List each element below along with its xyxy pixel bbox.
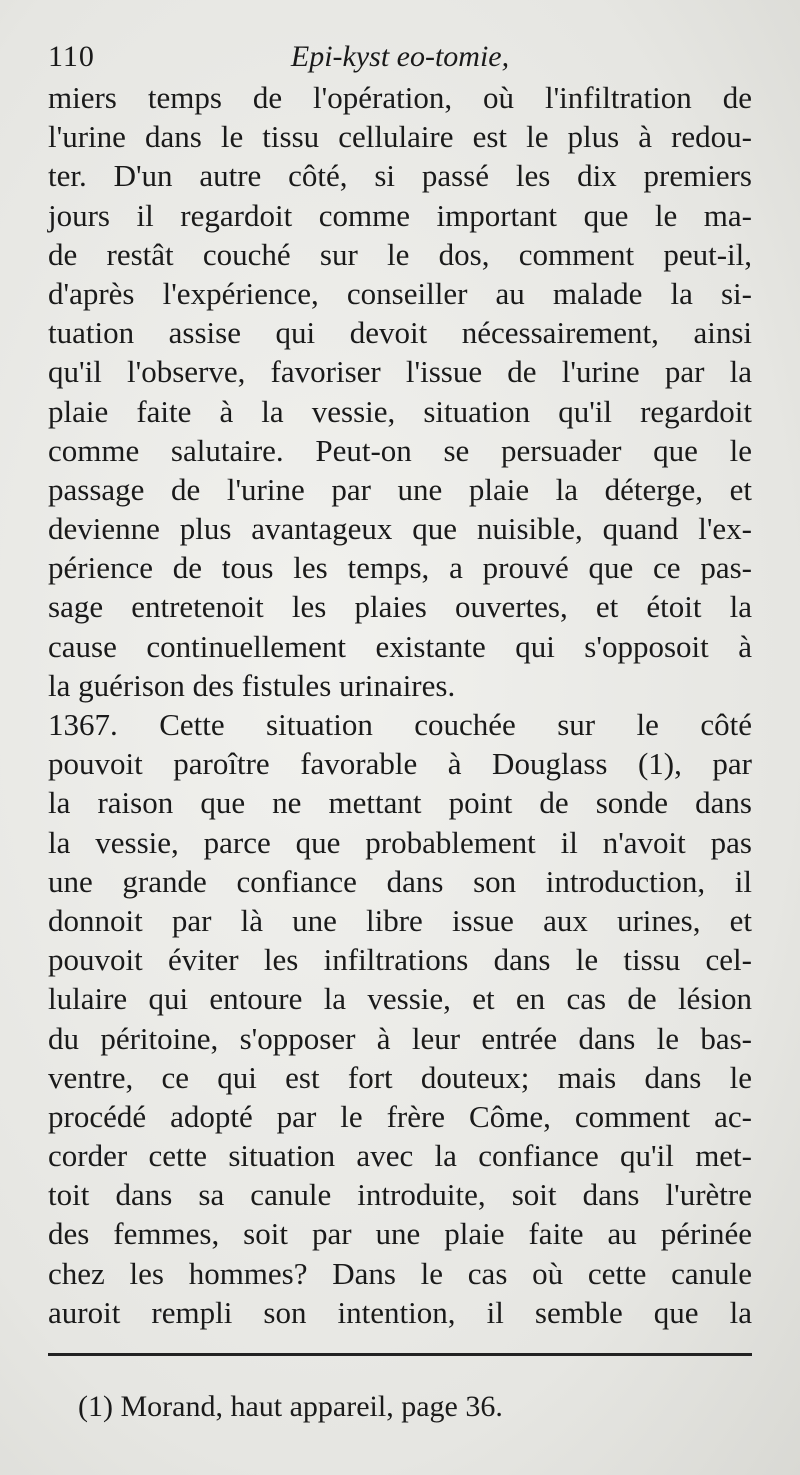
text-line: pouvoit éviter les infiltrations dans le tissu cel- <box>48 942 752 978</box>
text-line: sage entretenoit les plaies ouvertes, et étoit la <box>48 589 752 625</box>
text-line: de restât couché sur le dos, comment peut-il, <box>48 236 752 272</box>
text-line: la raison que ne mettant point de sonde dans <box>48 785 752 821</box>
text-line: procédé adopté par le frère Côme, comment ac- <box>48 1098 752 1134</box>
text-line: d'après l'expérience, conseiller au malade la si- <box>48 275 752 311</box>
text-line: cause continuellement existante qui s'opposoit à <box>48 628 752 664</box>
text-line: plaie faite à la vessie, situation qu'il regardoit <box>48 393 752 429</box>
text-line: auroit rempli son intention, il semble que la <box>48 1294 752 1330</box>
body-text <box>48 78 752 1332</box>
text-line: jours il regardoit comme important que le ma- <box>48 197 752 233</box>
text-line: ter. D'un autre côté, si passé les dix premiers <box>48 158 752 194</box>
text-line: miers temps de l'opération, où l'infiltration de <box>48 80 752 115</box>
text-line: corder cette situation avec la confiance qu'il met- <box>48 1138 752 1174</box>
text-line: toit dans sa canule introduite, soit dans l'urètre <box>48 1177 752 1213</box>
text-line: donnoit par là une libre issue aux urines, et <box>48 902 752 938</box>
text-line: lulaire qui entoure la vessie, et en cas de lésion <box>48 981 752 1017</box>
footnote-rule <box>48 1353 752 1356</box>
text-line: une grande confiance dans son introduction, il <box>48 863 752 899</box>
text-line: qu'il l'observe, favoriser l'issue de l'urine par la <box>48 354 752 390</box>
text-line: la vessie, parce que probablement il n'avoit pas <box>48 824 752 860</box>
text-line: chez les hommes? Dans le cas où cette canule <box>48 1255 752 1291</box>
text-line: devienne plus avantageux que nuisible, quand l'ex- <box>48 511 752 547</box>
text-line: ventre, ce qui est fort douteux; mais dans le <box>48 1059 752 1095</box>
text-line: l'urine dans le tissu cellulaire est le plus à redou- <box>48 119 752 155</box>
text-line: pouvoit paroître favorable à Douglass (1), par <box>48 746 752 782</box>
running-title: Epi-kyst eo-tomie, <box>290 40 510 73</box>
text-line: 1367. Cette situation couchée sur le côté <box>48 707 752 742</box>
text-line: comme salutaire. Peut-on se persuader que le <box>48 432 752 468</box>
page-number: 110 <box>48 40 95 73</box>
text-line: passage de l'urine par une plaie la déterge, et <box>48 471 752 507</box>
text-line: périence de tous les temps, a prouvé que ce pas- <box>48 550 752 586</box>
text-line: tuation assise qui devoit nécessairement, ainsi <box>48 315 752 351</box>
footnote: (1) Morand, haut appareil, page 36. <box>78 1390 503 1423</box>
text-line: du péritoine, s'opposer à leur entrée dans le bas- <box>48 1020 752 1056</box>
text-line: des femmes, soit par une plaie faite au périnée <box>48 1216 752 1252</box>
text-line: la guérison des fistules urinaires. <box>48 667 456 703</box>
